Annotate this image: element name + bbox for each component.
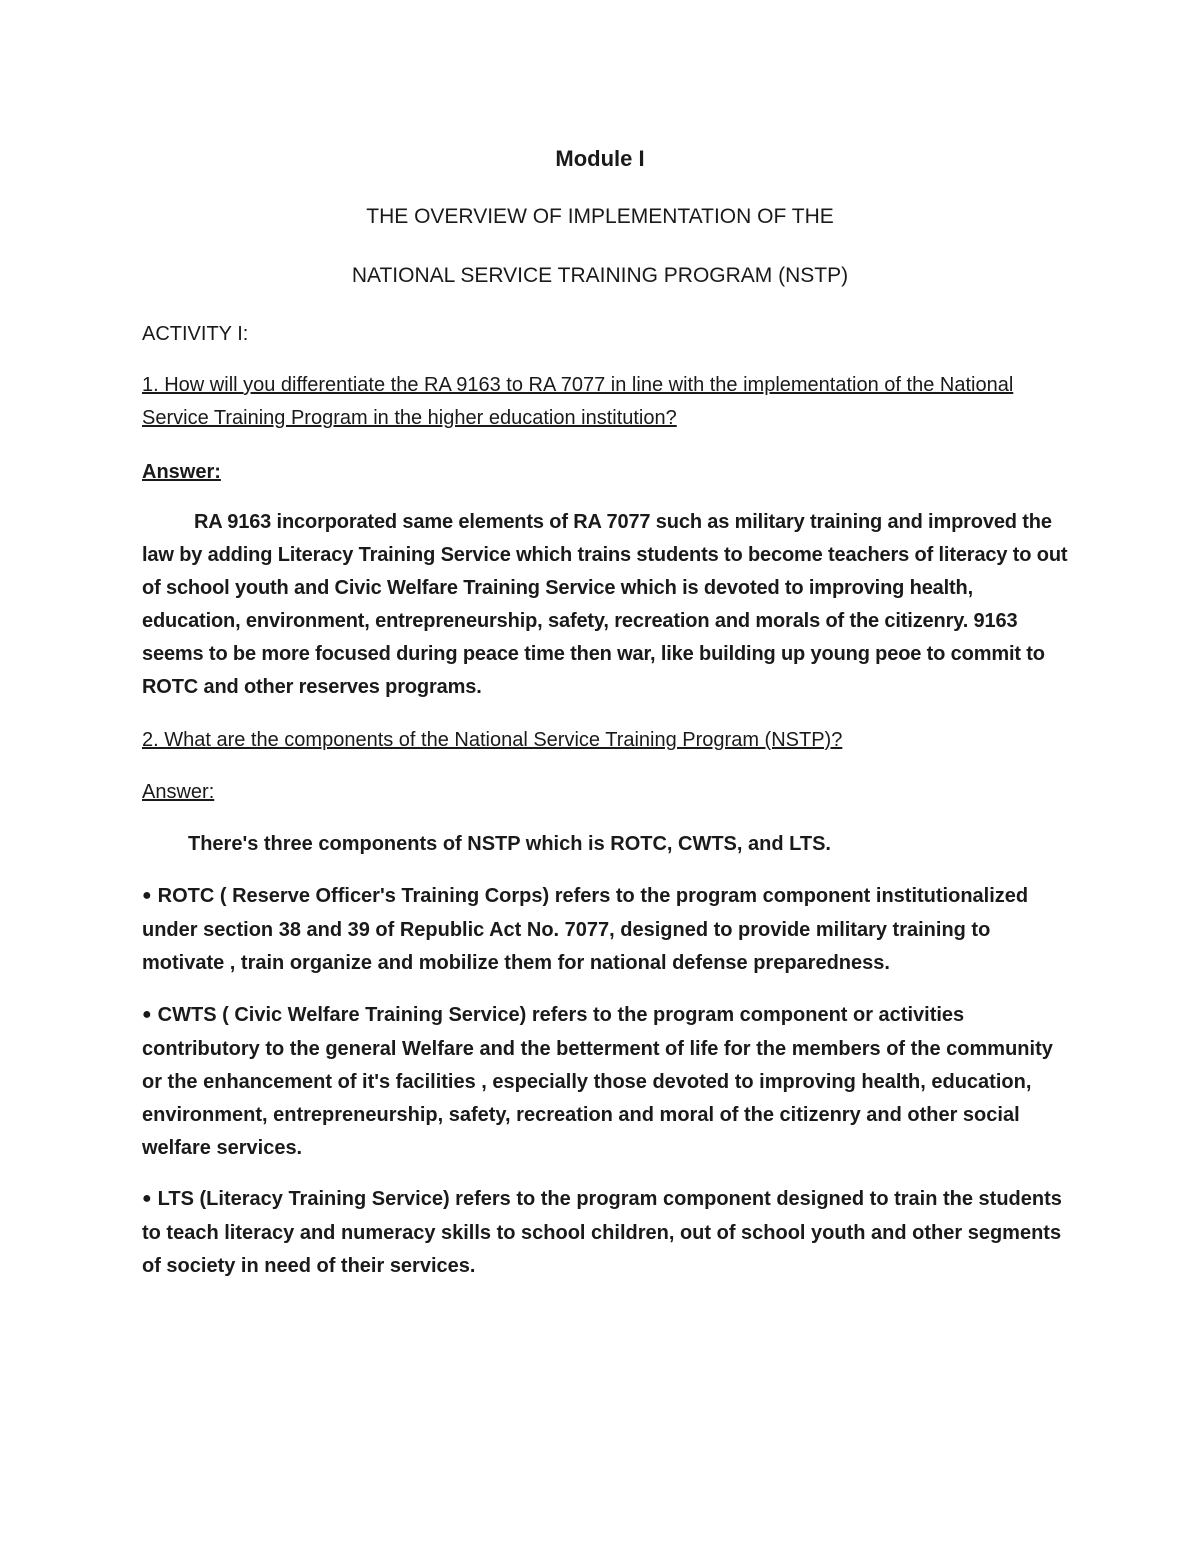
heading-line-2: NATIONAL SERVICE TRAINING PROGRAM (NSTP)	[351, 264, 849, 287]
heading-line-1: THE OVERVIEW OF IMPLEMENTATION OF THE	[366, 205, 834, 228]
bullet-cwts-text: CWTS ( Civic Welfare Training Service) refers to the program component or activities contributory to the general Welfare and the betterment of life for the members of the community or the enhancement of it's facilities , especially those devoted to improving health, education, environment, entrepreneurship, safety, recreation and moral of the citizenry and other social welfare services.	[142, 1004, 1053, 1159]
answer-2-label: Answer:	[142, 781, 215, 803]
bullet-lts	[142, 1183, 1072, 1283]
module-title: Module I	[555, 146, 645, 171]
bullet-rotc-text: ROTC ( Reserve Officer's Training Corps) refers to the program component institutionalized under section 38 and 39 of Republic Act No. 7077, designed to provide military training to motivate , train organize and mobilize them for national defense preparedness.	[142, 885, 1029, 974]
question-1: 1. How will you differentiate the RA 9163 to RA 7077 in line with the implementation of the National Service Training Program in the higher education institution?	[142, 374, 1014, 429]
answer-1-text: RA 9163 incorporated same elements of RA 7077 such as military training and improved the law by adding Literacy Training Service which trains students to become teachers of literacy to out of school youth and Civic Welfare Training Service which is devoted to improving health, education, environment, entrepreneurship, safety, recreation and morals of the citizenry. 9163 seems to be more focused during peace time then war, like building up young peoe to commit to ROTC and other reserves programs.	[142, 511, 1068, 698]
bullet-rotc	[142, 880, 1072, 980]
question-2: 2. What are the components of the National Service Training Program (NSTP)?	[142, 729, 843, 751]
bullet-lts-text: LTS (Literacy Training Service) refers to the program component designed to train the students to teach literacy and numeracy skills to school children, out of school youth and other segments of society in need of their services.	[142, 1188, 1062, 1277]
bullet-cwts	[142, 999, 1072, 1165]
answer-2-intro: There's three components of NSTP which is ROTC, CWTS, and LTS.	[188, 833, 831, 855]
bullet-icon: ●	[142, 1006, 152, 1023]
activity-label: ACTIVITY I:	[142, 323, 249, 345]
bullet-icon: ●	[142, 1190, 152, 1207]
bullet-icon: ●	[142, 887, 152, 904]
answer-1-label: Answer:	[142, 461, 221, 483]
